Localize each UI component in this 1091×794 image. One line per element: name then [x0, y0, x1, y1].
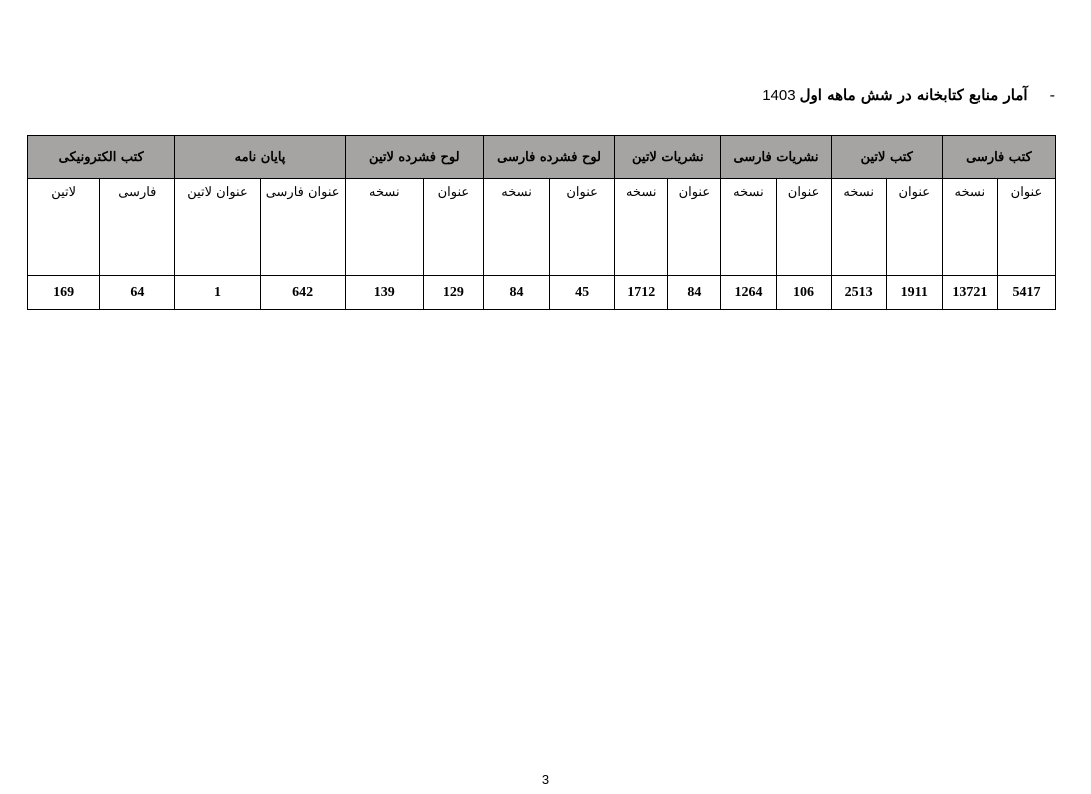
group-header-persian-journals: نشریات فارسی [721, 136, 831, 179]
value-cell: 45 [550, 276, 615, 310]
group-header-ebooks: کتب الکترونیکی [28, 136, 175, 179]
group-header-latin-journals: نشریات لاتین [615, 136, 721, 179]
sub-header-cell: عنوان لاتین [175, 179, 260, 276]
heading-year: 1403 [762, 86, 796, 104]
sub-header-cell: عنوان [423, 179, 483, 276]
sub-header-cell: عنوان [668, 179, 721, 276]
value-cell: 64 [100, 276, 175, 310]
sub-header-row [28, 179, 1056, 276]
value-cell: 169 [28, 276, 100, 310]
value-cell: 106 [776, 276, 831, 310]
sub-header-cell: فارسی [100, 179, 175, 276]
page-number: 3 [541, 772, 550, 787]
sub-header-cell: نسخه [942, 179, 997, 276]
group-header-latin-cd: لوح فشرده لاتین [345, 136, 483, 179]
group-header-theses: پایان نامه [175, 136, 345, 179]
library-stats-table [27, 135, 1056, 310]
sub-header-cell: نسخه [345, 179, 423, 276]
value-cell: 1 [175, 276, 260, 310]
value-cell: 13721 [942, 276, 997, 310]
bullet-dash: - [1049, 86, 1055, 104]
sub-header-cell: عنوان [997, 179, 1055, 276]
value-cell: 84 [668, 276, 721, 310]
value-cell: 1264 [721, 276, 776, 310]
value-cell: 2513 [831, 276, 886, 310]
value-cell: 642 [260, 276, 345, 310]
sub-header-cell: لاتین [28, 179, 100, 276]
group-header-row [28, 136, 1056, 179]
section-heading [762, 86, 1055, 104]
heading-text: آمار منابع کتابخانه در شش ماهه اول [799, 86, 1028, 104]
sub-header-cell: نسخه [483, 179, 549, 276]
sub-header-cell: نسخه [721, 179, 776, 276]
value-cell: 139 [345, 276, 423, 310]
sub-header-cell: نسخه [615, 179, 668, 276]
sub-header-cell: عنوان [550, 179, 615, 276]
value-cell: 1911 [886, 276, 942, 310]
group-header-latin-books: کتب لاتین [831, 136, 942, 179]
value-cell: 5417 [997, 276, 1055, 310]
value-cell: 129 [423, 276, 483, 310]
group-header-persian-books: کتب فارسی [942, 136, 1055, 179]
value-cell: 84 [483, 276, 549, 310]
sub-header-cell: عنوان فارسی [260, 179, 345, 276]
sub-header-cell: عنوان [886, 179, 942, 276]
value-cell: 1712 [615, 276, 668, 310]
sub-header-cell: عنوان [776, 179, 831, 276]
group-header-persian-cd: لوح فشرده فارسی [483, 136, 614, 179]
value-row [28, 276, 1056, 310]
sub-header-cell: نسخه [831, 179, 886, 276]
